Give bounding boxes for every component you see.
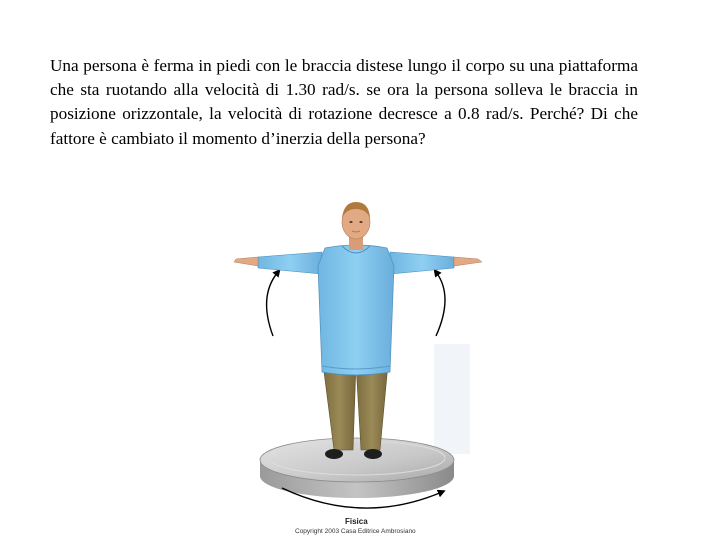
background-panel: [434, 344, 470, 454]
credit-copyright: Copyright 2003 Casa Editrice Ambrosiano: [295, 528, 416, 535]
rotating-platform: [260, 438, 454, 498]
rotating-person-illustration: [222, 196, 492, 540]
question-text: Una persona è ferma in piedi con le braccia distese lungo il corpo su una piattaforma che sta ruotando alla velocità di 1.30 rad/s. se ora la persona solleva le braccia in posizione orizzontale, la velocità di rotazione decresce a 0.8 rad/s. Perché? Di che fattore è cambiato il momento d’inerzia della persona?: [50, 56, 638, 148]
right-arm-arrow-icon: [436, 272, 445, 336]
left-arm-arrow-icon: [267, 272, 278, 336]
credit-title: Fisica: [345, 517, 368, 526]
